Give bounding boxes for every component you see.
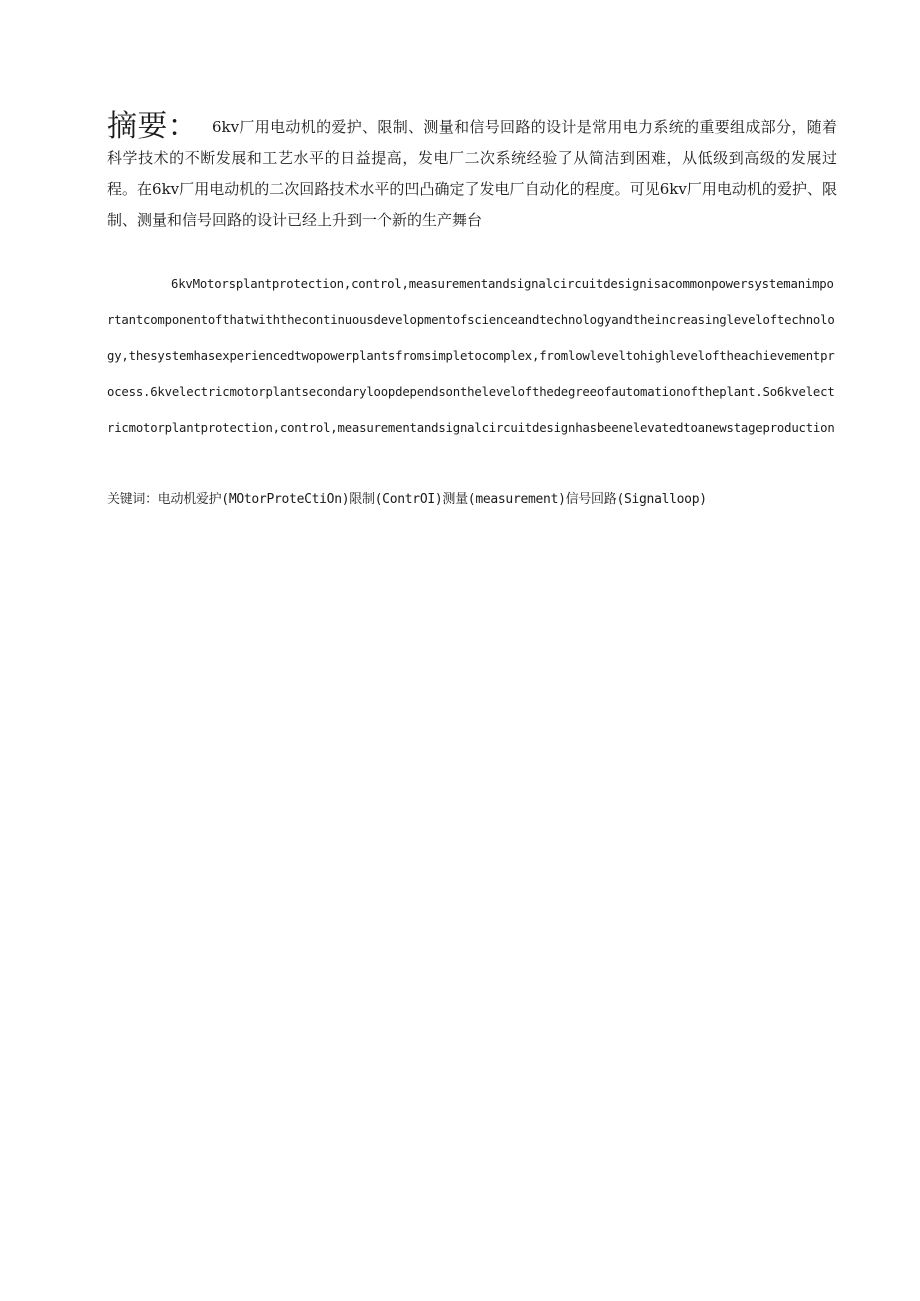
abstract-chinese-paragraph	[107, 109, 837, 236]
abstract-chinese-text: 6kv厂用电动机的爱护、限制、测量和信号回路的设计是常用电力系统的重要组成部分，随着科学技术的不断发展和工艺水平的日益提高，发电厂二次系统经验了从简洁到困难，从低级到高级的发展过程。在6kv厂用电动机的二次回路技术水平的凹凸确定了发电厂自动化的程度。可见6kv厂用电动机的爱护、限制、测量和信号回路的设计已经上升到一个新的生产舞台	[107, 118, 837, 229]
abstract-heading: 摘要：	[107, 109, 198, 144]
abstract-english-paragraph: 6kvMotorsplantprotection,control,measurementandsignalcircuitdesignisacommonpowersystemanimportantcomponentofthatwiththecontinuousdevelopmentofscienceandtechnologyandtheincreasingleveloftechnology,thesystemhasexperiencedtwopowerplantsfromsimpletocomplex,fromlowleveltohighleveloftheachievementprocess.6kvelectricmotorplantsecondaryloopdependsonthelevelofthedegreeofautomationoftheplant.So6kvelectricmotorplantprotection,control,measurementandsignalcircuitdesignhasbeenelevatedtoanewstageproduction	[107, 277, 835, 435]
keywords-line: 关键词：电动机爱护(MOtorProteCtiOn)限制(ContrOI)测量(measurement)信号回路(Signalloop)	[107, 492, 707, 507]
